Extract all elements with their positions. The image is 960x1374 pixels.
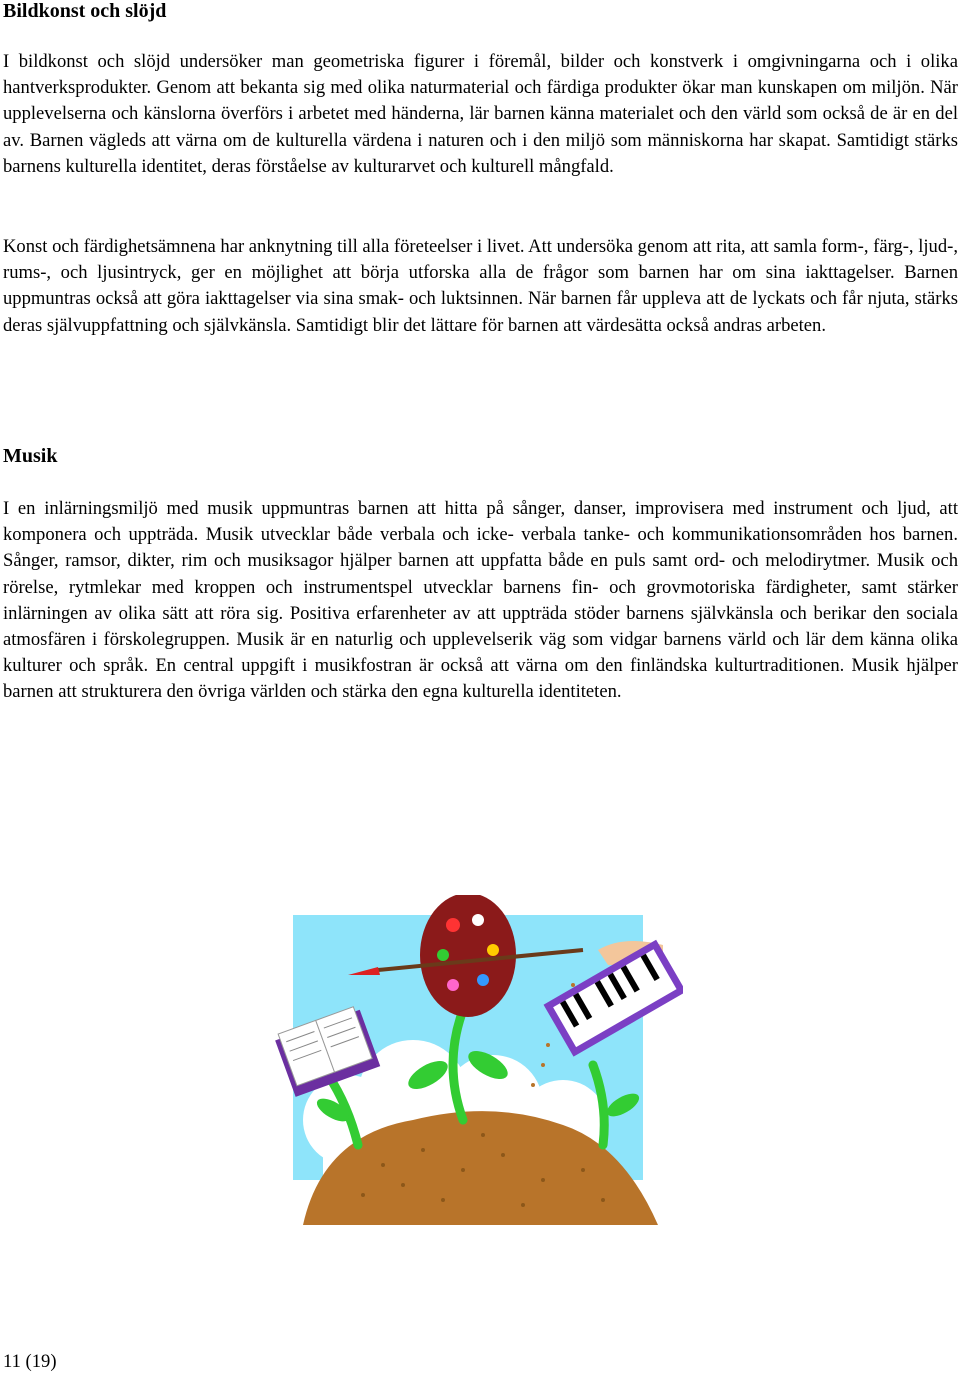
- paragraph: I en inlärningsmiljö med musik uppmuntras barnen att hitta på sånger, danser, improvisera med instrument och ljud, att komponera och uppträda. Musik utvecklar både verbala och icke- verbala tanke- och kommunikationsområden hos barnen. Sånger, ramsor, dikter, rim och musiksagor hjälper barnen att uppfatta både en puls samt ord- och melodirytmer. Musik och rörelse, rytmlekar med kroppen och instrumentspel utvecklar barnens fin- och grovmotoriska färdigheter, samt stärker inlärningen av olika sätt att röra sig. Positiva erfarenheter av att uppträda stöder barnens självkänsla och berikar den sociala atmosfären i förskolegruppen. Musik är en naturlig och upplevelserik väg som vidgar barnens värld och lär dem känna olika kulturer och språk. En central uppgift i musikfostran är också att värna om den finländska kulturtraditionen. Musik hjälper barnen att strukturera den övriga världen och stärka den egna kulturella identiteten.: [3, 498, 958, 703]
- paragraph: I bildkonst och slöjd undersöker man geometriska figurer i föremål, bilder och konstverk i omgivningarna och i olika hantverksprodukter. Genom att bekanta sig med olika naturmaterial och färdiga produkter ökar man kunskapen om miljön. När upplevelserna och känslorna överförs i arbetet med händerna, lär barnen känna materialet och den värld som också de är en del av. Barnen vägleds att värna om de kulturella värdena i naturen och i den miljö som människorna har skapat. Samtidigt stärks barnens kulturella identitet, deras förståelse av kulturarvet och kulturell mångfald.: [3, 51, 958, 177]
- arts-clipart-icon: [263, 895, 683, 1225]
- page-number: 11 (19): [3, 1351, 57, 1372]
- section-title-musik: Musik: [3, 445, 58, 467]
- paragraph: Konst och färdighetsämnena har anknytning till alla företeelser i livet. Att undersöka genom att rita, att samla form-, färg-, ljud-, rums-, och ljusintryck, ger en möjlighet att börja utforska alla de frågor som barnen har om sina iakttagelser. Barnen uppmuntras också att göra iakttagelser via sina smak- och luktsinnen. När barnen får uppleva att de lyckats och får njuta, stärks deras självuppfattning och självkänsla. Samtidigt blir det lättare för barnen att värdesätta också andras arbeten.: [3, 236, 958, 336]
- section-title-bildkonst: Bildkonst och slöjd: [3, 0, 167, 22]
